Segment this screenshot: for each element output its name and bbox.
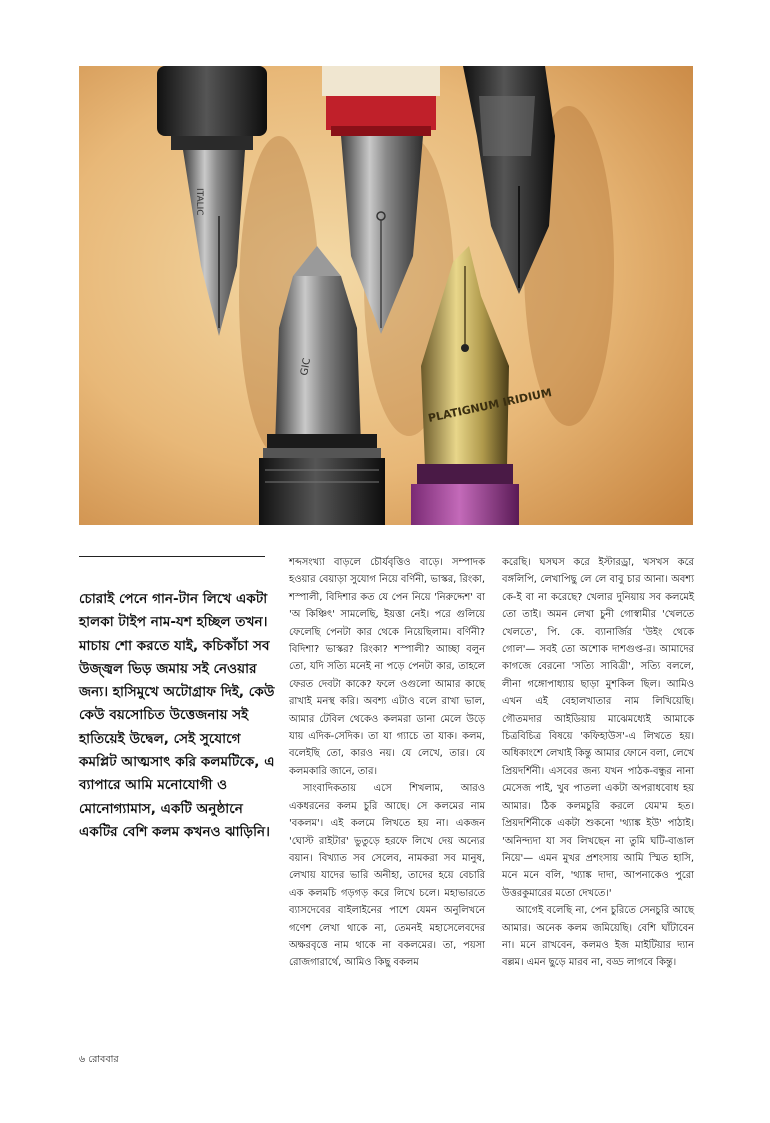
svg-text:GIC: GIC (299, 357, 314, 377)
svg-text:ITALIC: ITALIC (194, 188, 204, 216)
paragraph: আগেই বলেছি না, পেন চুরিতে সেনচুরি আছে আমার। অনেক কলম জমিয়েছি। বেশি ঘাঁটাবেন না। মনে রাখবেন, কলমও ইজ মাইটিয়ার দ্যান বল্লম। এমন ছুড়ে মারব না, বড্ড লাগবে কিন্তু। (502, 905, 694, 969)
pullquote-text: চোরাই পেনে গান-টান লিখে একটা হালকা টাইপ নাম-যশ হচ্ছিল তখন। মাচায় শো করতে যাই, কচিকাঁচা সব উজ্জ্বল ভিড় জমায় সই নেওয়ার জন্য। হাসিমুখে অটোগ্রাফ দিই, কেউ কেউ বয়সোচিত উত্তেজনায় সই হাতিয়েই উদ্বেল, সেই সুযোগে কমপ্লিট আত্মসাৎ করি কলমটিকে, এ ব্যাপারে আমি মনোযোগী ও মোনোগ্যামাস, একটি অনুষ্ঠানে একটির বেশি কলম কখনও ঝাড়িনি। (79, 591, 275, 840)
paragraph: সাংবাদিকতায় এসে শিখলাম, আরও একধরনের কলম চুরি আছে। সে কলমের নাম 'বকলম'। এই কলমে লিখতে হয় না। একজন 'ঘোস্ট রাইটার' ভুতুড়ে হরফে লিখে দেয় অন্যের বয়ান। বিখ্যাত সব সেলেব, নামকরা সব মানুষ, লেখায় যাদের ভারি অনীহা, তাদের হয়ে বেচারি এক কলমচি গড়গড় করে লিখে চলে। মহাভারতে ব্যাসদেবের বাইলাইনের পাশে যেমন অনুলিখনে গণেশ লেখা থাকে না, তেমনই মহাসেলেবদের অক্ষরবৃত্তে নাম থাকে না বকলমের। তা, পয়সা রোজগারার্থে, আমিও কিছু বকলম (289, 783, 485, 969)
section-name: রোববার (88, 1054, 119, 1065)
body-column-2 (502, 554, 694, 972)
page-number: ৬ (79, 1054, 86, 1065)
nib-engraving-platignum: PLATIGNUM IRIDIUM (426, 386, 553, 425)
paragraph: শব্দসংখ্যা বাড়লে চৌর্যবৃত্তিও বাড়ে। সম্পাদক হওয়ার বেয়াড়া সুযোগ নিয়ে বর্ণিনী, ভাস্কর, রিংকা, শস্পালী, বিদিশার কত যে পেন নিয়ে 'নিরুদ্দেশ' বা 'অ কিঞ্চিৎ' সামলেছি, ইয়ত্তা নেই। পরে গুলিয়ে ফেলেছি পেনটা কার থেকে নিয়েছিলাম। বর্ণিনী? বিদিশা? ভাস্কর? রিংকা? শস্পালী? আচ্ছা বলুন তো, যদি সত্যি মনেই না পড়ে পেনটা কার, তাহলে ফেরত দেবটা কাকে? ফলে ওগুলো আমার কাছে রাখাই মনস্থ করি। অবশ্য এটাও বলে রাখা ভাল, আমার টেবিল থেকেও কলমরা ডানা মেলে উড়ে যায় এদিক-সেদিক। তা যা গ্যাচে তা যাক। কলম, বলেইছি তো, কারও নয়। যে লেখে, তার। যে কলমকারি জানে, তার। (289, 557, 485, 777)
body-column-1 (289, 554, 485, 972)
pullquote-rule (79, 556, 265, 557)
page-footer (79, 1053, 119, 1068)
fountain-pen-nibs-photo (79, 66, 693, 525)
pullquote (79, 588, 275, 844)
paragraph: করেছি। ঘসঘস করে ইস্টারড্রা, খসখস করে বঙ্গলিপি, লেখাপিছু লে লে বাবু চার আনা। অবশ্য কে-ই বা না করেছে? খেলার দুনিয়ায় সব কলমেই তো তাই। অমন লেখা চুনী গোস্বামীর 'খেলতে খেলতে', পি. কে. ব্যানার্জির 'উইং থেকে গোল'— সবই তো অশোক দাশগুপ্ত-র। আমাদের কাগজে বেরনো 'সত্যি সাবিত্রী', সত্যি বললে, লীনা গঙ্গোপাধ্যায় ছাড়া মুশকিল ছিল। আমিও এখন এই বেহালখাতার নাম লিখিয়েছি। গৌতমদার আইডিয়ায় মাঝেমধ্যেই আমাকে চিত্রবিচিত্র বিষয়ে 'কফিহাউস'-এ লিখতে হয়। অধিকাংশে লেখাই কিন্তু আমার ফোনে বলা, লেখে প্রিয়দর্শিনী। এসবের জন্য যখন পাঠক-বন্ধুর নানা মেসেজ পাই, খুব পাতলা একটা অপরাধবোধ হয় আমার। ঠিক কলমচুরি করলে যেম'ম হত। প্রিয়দর্শিনীকে একটা শুকনো 'থ্যাঙ্ক ইউ' পাঠাই। 'অনিন্দ্যদা যা সব লিখছেন না তুমি ঘটি-বাঙাল নিয়ে'— এমন মুখর প্রশংসায় আমি স্মিত হাসি, মনে মনে বলি, 'থ্যাঙ্ক দাদা, আপনাকেও পুরো উত্তরকুমারের মতো দেখতে।' (502, 557, 694, 899)
